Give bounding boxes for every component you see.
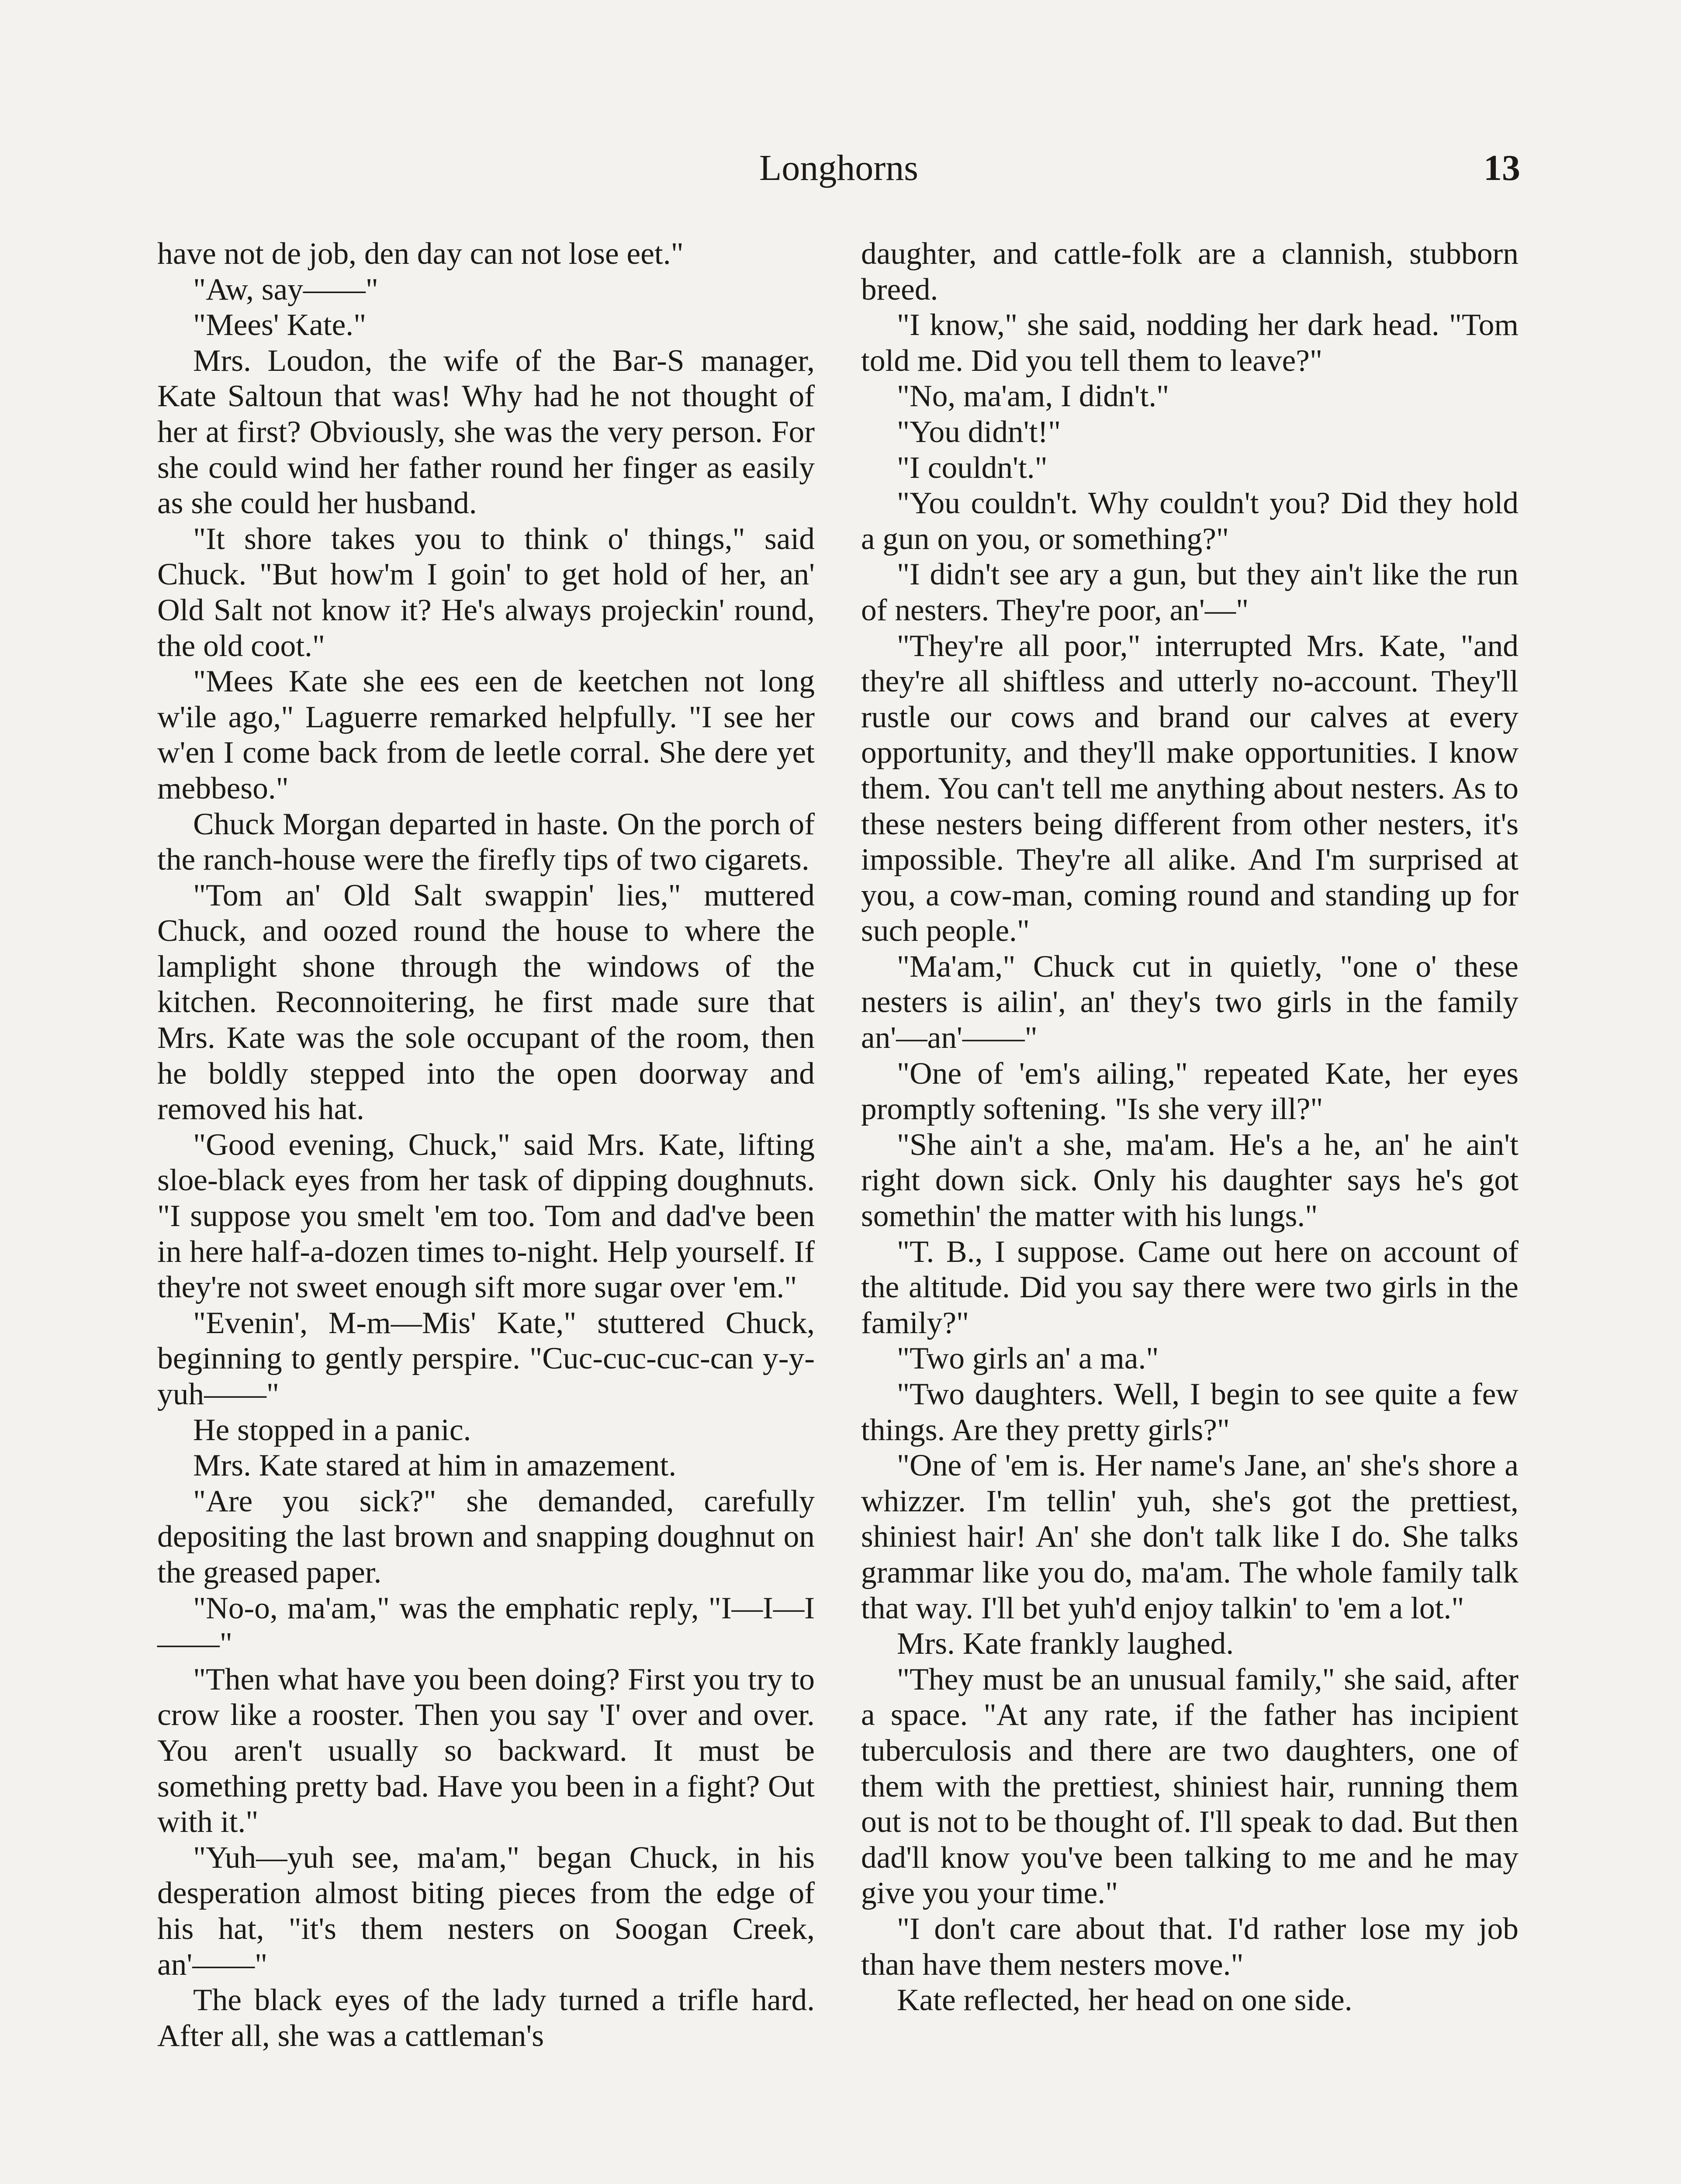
- paragraph: "I couldn't.": [897, 450, 1048, 485]
- paragraph: "Two girls an' a ma.": [897, 1341, 1159, 1376]
- paragraph: "No-o, ma'am," was the emphatic reply, "I—I—I——": [157, 1590, 815, 1661]
- paragraph: "One of 'em's ailing," repeated Kate, her eyes promptly softening. "Is she very ill?": [861, 1056, 1518, 1127]
- paragraph: Kate reflected, her head on one side.: [897, 1983, 1352, 2018]
- paragraph: "Are you sick?" she demanded, carefully depositing the last brown and snapping doughnut on the greased paper.: [157, 1483, 815, 1590]
- paragraph: "Ma'am," Chuck cut in quietly, "one o' these nesters is ailin', an' they's two girls in the family an'—an'——": [861, 949, 1518, 1055]
- paragraph: "I didn't see ary a gun, but they ain't like the run of nesters. They're poor, an'—": [861, 557, 1518, 627]
- paragraph: "They must be an unusual family," she said, after a space. "At any rate, if the father has incipient tuberculosis and there are two daughters, one of them with the prettiest, shiniest hair, running them out is not to be thought of. I'll speak to dad. But then dad'll know you've been talking to me and he may give you your time.": [861, 1662, 1518, 1911]
- paragraph: "You couldn't. Why couldn't you? Did they hold a gun on you, or something?": [861, 486, 1518, 556]
- paragraph: "Yuh—yuh see, ma'am," began Chuck, in his desperation almost biting pieces from the edge of his hat, "it's them nesters on Soogan Creek, an'——": [157, 1840, 815, 1982]
- running-title: Longhorns: [759, 148, 918, 188]
- paragraph: "Tom an' Old Salt swappin' lies," muttered Chuck, and oozed round the house to where the lamplight shone through the windows of the kitchen. Reconnoitering, he first made sure that Mrs. Kate was the sole occupant of the room, then he boldly stepped into the open doorway and removed his hat.: [157, 878, 815, 1127]
- left-column: [157, 236, 815, 2053]
- paragraph: Mrs. Kate frankly laughed.: [897, 1626, 1234, 1661]
- paragraph: "Evenin', M-m—Mis' Kate," stuttered Chuck, beginning to gently perspire. "Cuc-cuc-cuc-can y-y-yuh——": [157, 1305, 815, 1411]
- page-header: [157, 144, 1520, 201]
- right-column: [861, 236, 1518, 2018]
- paragraph: "They're all poor," interrupted Mrs. Kate, "and they're all shiftless and utterly no-account. They'll rustle our cows and brand our calves at every opportunity, and they'll make opportunities. I know them. You can't tell me anything about nesters. As to these nesters being different from other nesters, it's impossible. They're all alike. And I'm surprised at you, a cow-man, coming round and standing up for such people.": [861, 628, 1518, 948]
- paragraph: "Two daughters. Well, I begin to see quite a few things. Are they pretty girls?": [861, 1377, 1518, 1447]
- paragraph: daughter, and cattle-folk are a clannish, stubborn breed.: [861, 236, 1518, 307]
- paragraph: "Then what have you been doing? First you try to crow like a rooster. Then you say 'I' over and over. You aren't usually so backward. It must be something pretty bad. Have you been in a fight? Out with it.": [157, 1662, 815, 1839]
- paragraph: "Aw, say——": [193, 272, 378, 307]
- page-number: 13: [1484, 148, 1520, 188]
- paragraph: "No, ma'am, I didn't.": [897, 379, 1169, 414]
- paragraph: "You didn't!": [897, 414, 1061, 449]
- paragraph: "I know," she said, nodding her dark head. "Tom told me. Did you tell them to leave?": [861, 308, 1518, 378]
- paragraph: "Mees Kate she ees een de keetchen not long w'ile ago," Laguerre remarked helpfully. "I see her w'en I come back from de leetle corral. She dere yet mebbeso.": [157, 664, 815, 805]
- paragraph: Mrs. Kate stared at him in amazement.: [193, 1448, 677, 1483]
- paragraph: "Good evening, Chuck," said Mrs. Kate, lifting sloe-black eyes from her task of dipping doughnuts. "I suppose you smelt 'em too. Tom and dad've been in here half-a-dozen times to-night. Help yourself. If they're not sweet enough sift more sugar over 'em.": [157, 1127, 815, 1305]
- paragraph: Chuck Morgan departed in haste. On the porch of the ranch-house were the firefly tips of two cigarets.: [157, 806, 815, 877]
- paragraph: "I don't care about that. I'd rather lose my job than have them nesters move.": [861, 1911, 1518, 1982]
- paragraph: "One of 'em is. Her name's Jane, an' she's shore a whizzer. I'm tellin' yuh, she's got the prettiest, shiniest hair! An' she don't talk like I do. She talks grammar like you do, ma'am. The whole family talk that way. I'll bet yuh'd enjoy talkin' to 'em a lot.": [861, 1448, 1518, 1625]
- paragraph: "T. B., I suppose. Came out here on account of the altitude. Did you say there were two girls in the family?": [861, 1234, 1518, 1340]
- paragraph: The black eyes of the lady turned a trifle hard. After all, she was a cattleman's: [157, 1983, 815, 2053]
- paragraph: Mrs. Loudon, the wife of the Bar-S manager, Kate Saltoun that was! Why had he not thought of her at first? Obviously, she was the very person. For she could wind her father round her finger as easily as she could her husband.: [157, 343, 815, 521]
- paragraph: He stopped in a panic.: [193, 1412, 471, 1447]
- paragraph: "Mees' Kate.": [193, 308, 367, 342]
- paragraph: "She ain't a she, ma'am. He's a he, an' he ain't right down sick. Only his daughter says he's got somethin' the matter with his lungs.": [861, 1127, 1518, 1234]
- paragraph: have not de job, den day can not lose eet.": [157, 236, 684, 271]
- paragraph: "It shore takes you to think o' things," said Chuck. "But how'm I goin' to get hold of her, an' Old Salt not know it? He's always projeckin' round, the old coot.": [157, 521, 815, 663]
